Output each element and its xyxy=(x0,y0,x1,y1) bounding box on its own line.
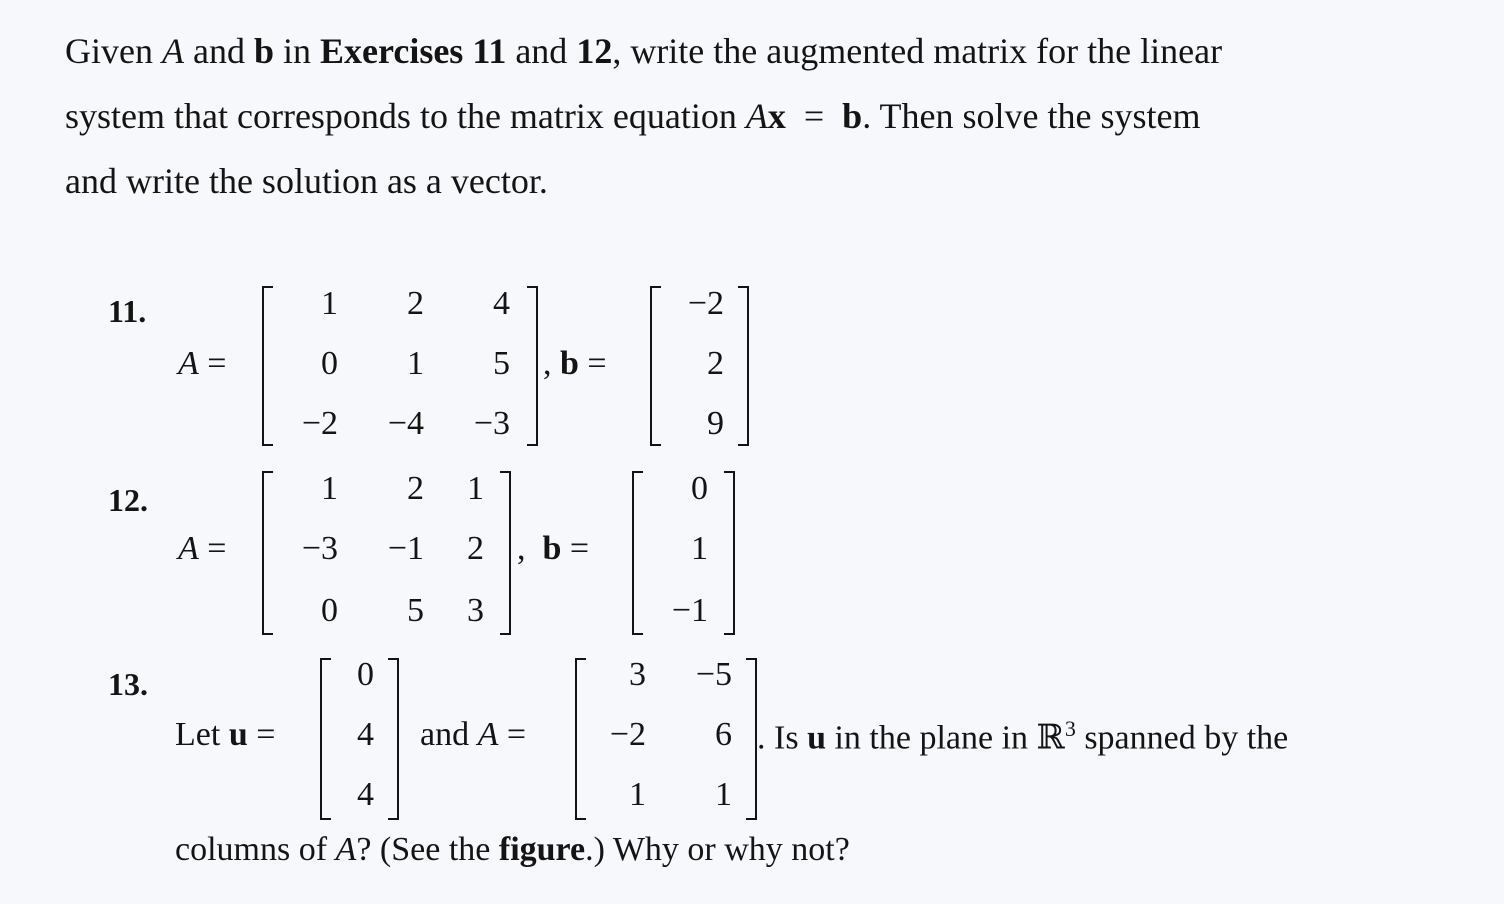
matrix-cell: 6 xyxy=(715,716,732,753)
left-bracket xyxy=(262,471,273,635)
matrix-cell: 3 xyxy=(629,656,646,693)
vector-cell: 9 xyxy=(707,405,724,442)
matrix-cell: −2 xyxy=(301,405,338,442)
matrix-cell: 0 xyxy=(321,592,338,629)
left-bracket xyxy=(262,286,273,446)
vector-cell: −1 xyxy=(671,592,708,629)
vector-cell: −2 xyxy=(687,285,724,322)
matrix-cell: −3 xyxy=(473,405,510,442)
matrix-A-label: A = xyxy=(178,345,227,382)
matrix-cell: 1 xyxy=(629,776,646,813)
matrix-cell: −4 xyxy=(387,405,424,442)
vector-u-label: Let u = xyxy=(175,716,276,753)
right-bracket xyxy=(738,286,749,446)
vector-b-label: , b = xyxy=(517,530,590,567)
matrix-cell: −3 xyxy=(301,530,338,567)
matrix-cell: 1 xyxy=(321,470,338,507)
question-text-line-2: columns of A? (See the figure.) Why or why not? xyxy=(175,831,850,868)
right-bracket xyxy=(724,471,735,635)
vector-cell: 0 xyxy=(691,470,708,507)
matrix-cell: 5 xyxy=(493,345,510,382)
intro-line-2: system that corresponds to the matrix equation Ax = b. Then solve the system xyxy=(65,96,1201,136)
vector-b-label: , b = xyxy=(543,345,607,382)
matrix-cell: 2 xyxy=(407,470,424,507)
matrix-cell: 2 xyxy=(467,530,484,567)
matrix-cell: 2 xyxy=(407,285,424,322)
matrix-cell: −5 xyxy=(695,656,732,693)
right-bracket xyxy=(500,471,511,635)
question-text: . Is u in the plane in ℝ$^3$ spanned by the xyxy=(757,716,1289,757)
matrix-cell: 3 xyxy=(467,592,484,629)
intro-line-3: and write the solution as a vector. xyxy=(65,161,548,201)
left-bracket xyxy=(650,286,661,446)
exercise-number: 13. xyxy=(108,666,148,702)
left-bracket xyxy=(575,658,586,820)
matrix-A-label: and A = xyxy=(420,716,527,753)
right-bracket xyxy=(746,658,757,820)
matrix-cell: 4 xyxy=(493,285,510,322)
matrix-cell: 0 xyxy=(321,345,338,382)
matrix-cell: 1 xyxy=(467,470,484,507)
left-bracket xyxy=(320,658,331,820)
matrix-cell: 1 xyxy=(715,776,732,813)
vector-cell: 4 xyxy=(357,716,374,753)
right-bracket xyxy=(527,286,538,446)
matrix-cell: 1 xyxy=(407,345,424,382)
matrix-A-label: A = xyxy=(178,530,227,567)
matrix-cell: 1 xyxy=(321,285,338,322)
vector-cell: 0 xyxy=(357,656,374,693)
matrix-cell: −2 xyxy=(609,716,646,753)
right-bracket xyxy=(388,658,399,820)
exercise-number: 11. xyxy=(108,293,147,329)
vector-cell: 4 xyxy=(357,776,374,813)
matrix-cell: 5 xyxy=(407,592,424,629)
vector-cell: 2 xyxy=(707,345,724,382)
exercise-number: 12. xyxy=(108,482,148,518)
intro-line-1: Given A and b in Exercises 11 and 12, write the augmented matrix for the linear xyxy=(65,31,1223,71)
matrix-cell: −1 xyxy=(387,530,424,567)
vector-cell: 1 xyxy=(691,530,708,567)
left-bracket xyxy=(632,471,643,635)
